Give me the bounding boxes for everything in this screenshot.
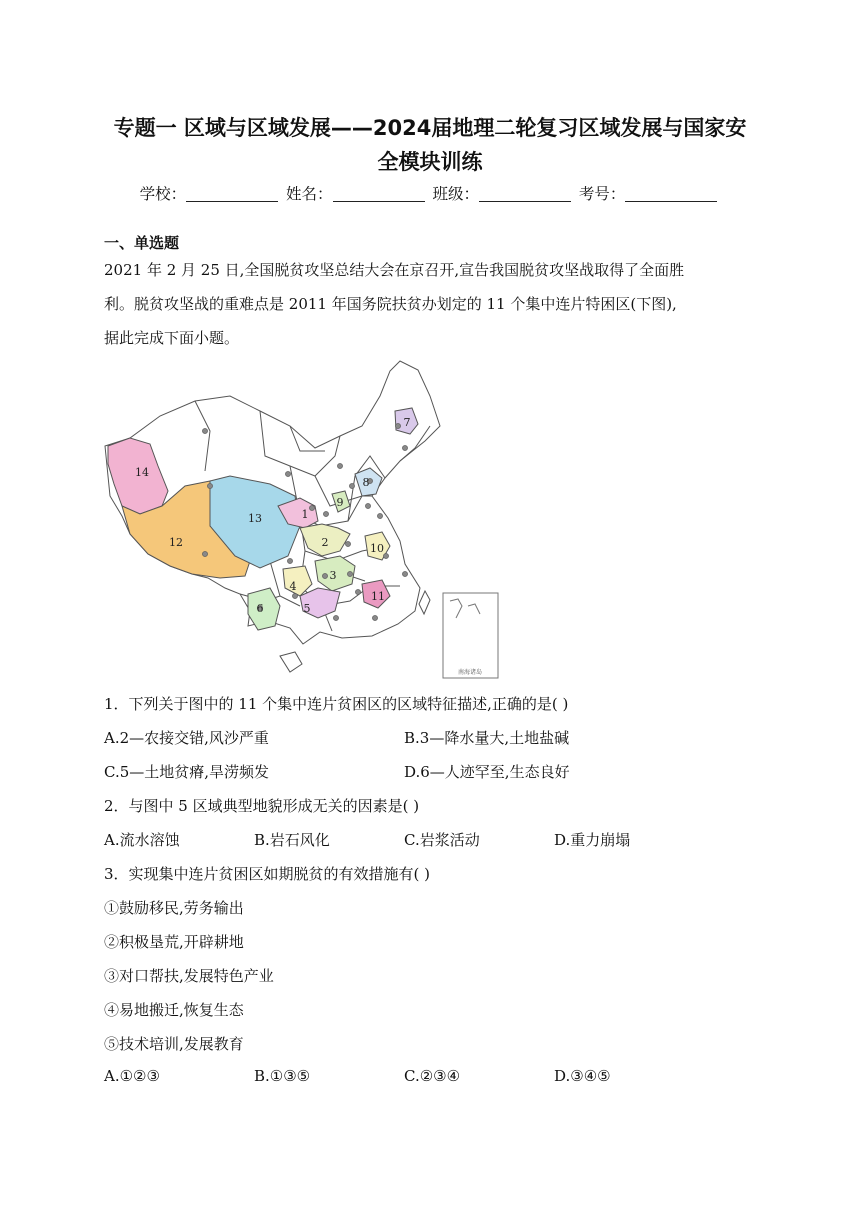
- question-1-stem: 1．下列关于图中的 11 个集中连片贫困区的区域特征描述,正确的是( ): [104, 695, 569, 713]
- region-label-2: 2: [321, 536, 329, 549]
- q2-option-b[interactable]: B.岩石风化: [254, 831, 330, 849]
- q3-item-4: ④易地搬迁,恢复生态: [104, 1001, 244, 1019]
- region-label-14: 14: [135, 466, 149, 479]
- q1-option-c[interactable]: C.5—土地贫瘠,旱涝频发: [104, 763, 270, 781]
- passage-line-3: 据此完成下面小题。: [104, 329, 240, 347]
- passage-line-2: 利。脱贫攻坚战的重难点是 2011 年国务院扶贫办划定的 11 个集中连片特困区(下图),: [104, 295, 677, 313]
- region-label-11: 11: [371, 590, 385, 603]
- passage-line-1: 2021 年 2 月 25 日,全国脱贫攻坚总结大会在京召开,宣告我国脱贫攻坚战取得了全面胜: [104, 261, 685, 279]
- q1-option-a[interactable]: A.2—农接交错,风沙严重: [104, 729, 269, 747]
- class-label: 班级：: [432, 185, 479, 203]
- school-label: 学校：: [139, 185, 187, 203]
- question-2-stem: 2．与图中 5 区域典型地貌形成无关的因素是( ): [104, 797, 420, 815]
- q3-item-5: ⑤技术培训,发展教育: [104, 1035, 244, 1053]
- name-blank[interactable]: [333, 185, 425, 202]
- question-3-stem: 3．实现集中连片贫困区如期脱贫的有效措施有( ): [104, 865, 431, 883]
- class-blank[interactable]: [479, 185, 571, 202]
- region-label-12: 12: [169, 536, 183, 549]
- region-label-7: 7: [403, 416, 411, 429]
- region-label-10: 10: [370, 542, 384, 555]
- q2-option-a[interactable]: A.流水溶蚀: [104, 831, 180, 849]
- q3-option-a[interactable]: A.①②③: [104, 1067, 160, 1085]
- document-title-line-1: 专题一 区域与区域发展——2024届地理二轮复习区域发展与国家安: [113, 116, 747, 140]
- exam-number-blank[interactable]: [625, 185, 717, 202]
- q3-option-c[interactable]: C.②③④: [404, 1067, 461, 1085]
- region-4: [283, 566, 312, 596]
- student-info-row: [0, 182, 860, 204]
- q2-option-c[interactable]: C.岩浆活动: [404, 831, 480, 849]
- region-label-3: 3: [329, 569, 337, 582]
- q1-option-d[interactable]: D.6—人迹罕至,生态良好: [404, 763, 570, 781]
- region-label-1: 1: [301, 508, 309, 521]
- name-label: 姓名：: [286, 185, 333, 203]
- region-label-9: 9: [336, 496, 344, 509]
- region-label-5: 5: [303, 602, 311, 615]
- q3-item-2: ②积极垦荒,开辟耕地: [104, 933, 244, 951]
- q2-option-d[interactable]: D.重力崩塌: [554, 831, 631, 849]
- document-title-line-2: 全模块训练: [377, 150, 483, 174]
- region-6: [248, 588, 280, 630]
- region-label-6: 6: [256, 602, 264, 615]
- region-label-4: 4: [289, 580, 297, 593]
- q3-option-d[interactable]: D.③④⑤: [554, 1067, 611, 1085]
- section-heading: 一、单选题: [104, 234, 180, 252]
- q3-item-1: ①鼓励移民,劳务输出: [104, 899, 244, 917]
- exam-number-label: 考号：: [578, 185, 626, 203]
- q3-option-b[interactable]: B.①③⑤: [254, 1067, 311, 1085]
- q1-option-b[interactable]: B.3—降水量大,土地盐碱: [404, 729, 570, 747]
- inset-label: 南海诸岛: [457, 669, 483, 676]
- region-label-13: 13: [248, 512, 262, 525]
- school-blank[interactable]: [186, 185, 278, 202]
- q3-item-3: ③对口帮扶,发展特色产业: [104, 967, 274, 985]
- china-poverty-areas-map: [100, 356, 505, 681]
- region-label-8: 8: [362, 476, 370, 489]
